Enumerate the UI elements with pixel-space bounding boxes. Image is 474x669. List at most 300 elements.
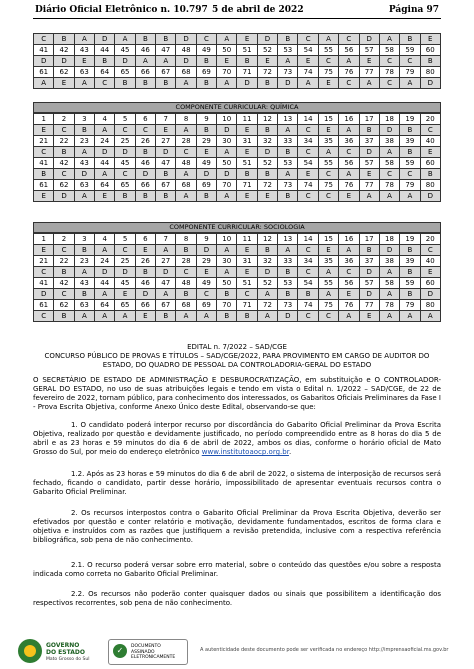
- table-cell: D: [257, 34, 277, 45]
- table-cell: 34: [298, 256, 318, 267]
- table-row: [34, 114, 441, 125]
- table-cell: 75: [318, 300, 338, 311]
- table-cell: 15: [318, 114, 338, 125]
- table-cell: 27: [156, 256, 176, 267]
- table-cell: C: [115, 169, 135, 180]
- table-row: [34, 300, 441, 311]
- table-cell: 42: [54, 278, 74, 289]
- table-cell: 58: [379, 158, 399, 169]
- table-cell: 70: [217, 300, 237, 311]
- table-cell: 45: [115, 158, 135, 169]
- table-cell: B: [115, 78, 135, 89]
- table-cell: A: [420, 311, 440, 322]
- table-cell: C: [379, 169, 399, 180]
- table-cell: 78: [379, 300, 399, 311]
- table-cell: 1: [34, 114, 54, 125]
- table-cell: E: [156, 125, 176, 136]
- table-cell: 21: [34, 136, 54, 147]
- table-cell: A: [95, 125, 115, 136]
- table-row: [34, 234, 441, 245]
- table-row: [34, 158, 441, 169]
- table-cell: C: [400, 169, 420, 180]
- table-cell: 23: [74, 256, 94, 267]
- table-cell: 34: [298, 136, 318, 147]
- table-cell: B: [278, 34, 298, 45]
- table-cell: 68: [176, 67, 196, 78]
- table-cell: D: [237, 78, 257, 89]
- table-cell: A: [318, 34, 338, 45]
- table-cell: A: [278, 56, 298, 67]
- journal-edition: Diário Oficial Eletrônico n. 10.797: [35, 5, 208, 15]
- table-cell: B: [400, 289, 420, 300]
- table-cell: 77: [359, 67, 379, 78]
- section-title-sociologia: COMPONENTE CURRICULAR: SOCIOLOGIA: [33, 222, 441, 233]
- edital-intro: O SECRETÁRIO DE ESTADO DE ADMINISTRAÇÃO E DESBUROCRATIZAÇÃO, em substituição e O CONTROLADOR-GERAL DO ESTADO, no uso de suas atribuições legais e tendo em vista o Edital n. 1/2022 – SAD/CGE, de 22 de fevereiro de 2022, tornam público, para conhecimento dos interessados, os Gabaritos Oficiais Preliminares da Fase I - Prova Escrita Objetiva, conforme Anexo Único deste Edital, observando-se que:: [33, 376, 441, 411]
- table-cell: B: [196, 125, 216, 136]
- table-cell: 32: [257, 256, 277, 267]
- table-cell: 55: [318, 278, 338, 289]
- table-cell: 40: [420, 256, 440, 267]
- state-coat-of-arms-icon: [18, 639, 42, 663]
- table-cell: 55: [318, 158, 338, 169]
- table-cell: E: [318, 245, 338, 256]
- table-cell: A: [156, 289, 176, 300]
- table-cell: 65: [115, 180, 135, 191]
- table-cell: 4: [95, 234, 115, 245]
- table-cell: 68: [176, 300, 196, 311]
- table-row: [34, 311, 441, 322]
- table-cell: 56: [339, 45, 359, 56]
- table-cell: A: [176, 191, 196, 202]
- table-cell: 29: [196, 136, 216, 147]
- table-cell: 25: [115, 136, 135, 147]
- table-cell: 29: [196, 256, 216, 267]
- table-cell: 18: [379, 114, 399, 125]
- table-cell: 68: [176, 180, 196, 191]
- table-cell: E: [54, 78, 74, 89]
- table-cell: 2: [54, 234, 74, 245]
- table-cell: 12: [257, 114, 277, 125]
- table-cell: 48: [176, 278, 196, 289]
- table-cell: 48: [176, 45, 196, 56]
- table-cell: 71: [237, 300, 257, 311]
- table-cell: 53: [278, 158, 298, 169]
- table-cell: B: [196, 191, 216, 202]
- table-cell: E: [298, 169, 318, 180]
- table-cell: 16: [339, 114, 359, 125]
- table-cell: 8: [176, 114, 196, 125]
- table-row: [34, 56, 441, 67]
- table-cell: B: [54, 267, 74, 278]
- table-cell: E: [135, 311, 155, 322]
- table-cell: D: [257, 267, 277, 278]
- table-cell: D: [196, 169, 216, 180]
- table-cell: C: [237, 289, 257, 300]
- table-cell: B: [257, 125, 277, 136]
- table-cell: B: [298, 289, 318, 300]
- table-cell: B: [156, 78, 176, 89]
- table-cell: D: [257, 147, 277, 158]
- gov-line-2: DO ESTADO: [46, 649, 85, 656]
- table-cell: A: [339, 125, 359, 136]
- table-cell: 38: [379, 256, 399, 267]
- table-cell: A: [135, 56, 155, 67]
- table-cell: A: [339, 311, 359, 322]
- table-cell: E: [359, 169, 379, 180]
- table-cell: C: [420, 245, 440, 256]
- table-cell: 57: [359, 158, 379, 169]
- table-cell: 47: [156, 45, 176, 56]
- table-cell: 72: [257, 67, 277, 78]
- table-cell: B: [359, 245, 379, 256]
- table-cell: B: [278, 191, 298, 202]
- table-cell: A: [278, 245, 298, 256]
- table-cell: 9: [196, 234, 216, 245]
- table-cell: E: [237, 245, 257, 256]
- table-cell: 71: [237, 67, 257, 78]
- table-cell: B: [217, 289, 237, 300]
- table-cell: 74: [298, 180, 318, 191]
- table-cell: C: [115, 125, 135, 136]
- table-cell: 38: [379, 136, 399, 147]
- table-cell: A: [257, 289, 277, 300]
- table-cell: A: [359, 191, 379, 202]
- table-cell: 12: [257, 234, 277, 245]
- table-row: [34, 147, 441, 158]
- table-row: [34, 136, 441, 147]
- table-cell: 49: [196, 158, 216, 169]
- table-cell: 76: [339, 67, 359, 78]
- table-cell: 60: [420, 278, 440, 289]
- table-cell: E: [237, 267, 257, 278]
- table-cell: B: [400, 147, 420, 158]
- table-cell: C: [318, 169, 338, 180]
- table-cell: 78: [379, 180, 399, 191]
- table-row: [34, 67, 441, 78]
- table-cell: 51: [237, 278, 257, 289]
- table-cell: 80: [420, 180, 440, 191]
- table-cell: 77: [359, 180, 379, 191]
- table-cell: 50: [217, 278, 237, 289]
- table-cell: B: [54, 311, 74, 322]
- table-cell: D: [74, 169, 94, 180]
- table-cell: C: [95, 78, 115, 89]
- table-cell: C: [379, 78, 399, 89]
- table-cell: E: [318, 125, 338, 136]
- item-2-2: 2.2. Os recursos não poderão conter quaisquer dados ou sinais que possibilitem a identificação dos respectivos recorrentes, sob pena de não conhecimento.: [33, 590, 441, 607]
- table-cell: 44: [95, 278, 115, 289]
- table-cell: E: [339, 289, 359, 300]
- table-cell: C: [298, 125, 318, 136]
- table-cell: 41: [34, 45, 54, 56]
- table-cell: C: [339, 147, 359, 158]
- item-1-end: .: [288, 448, 292, 456]
- table-cell: C: [298, 245, 318, 256]
- table-cell: A: [379, 191, 399, 202]
- table-cell: E: [95, 191, 115, 202]
- table-cell: E: [237, 34, 257, 45]
- authenticity-note: A autenticidade deste documento pode ser verificada no endereço http://imprensaoficial.ms.gov.br: [200, 647, 449, 653]
- table-cell: 80: [420, 67, 440, 78]
- item-1: [33, 421, 441, 457]
- table-cell: 44: [95, 158, 115, 169]
- table-cell: 73: [278, 67, 298, 78]
- table-cell: 24: [95, 136, 115, 147]
- table-cell: 51: [237, 158, 257, 169]
- table-cell: C: [34, 267, 54, 278]
- table-cell: D: [34, 56, 54, 67]
- table-cell: 43: [74, 158, 94, 169]
- table-cell: C: [318, 56, 338, 67]
- table-cell: 63: [74, 180, 94, 191]
- item-2-1: 2.1. O recurso poderá versar sobre erro material, sobre o conteúdo das questões e/ou sobre a resposta indicada como correta no Gabarito Oficial Preliminar.: [33, 561, 441, 578]
- table-cell: 37: [359, 136, 379, 147]
- table-cell: 22: [54, 136, 74, 147]
- table-row: [34, 45, 441, 56]
- table-cell: E: [135, 245, 155, 256]
- table-cell: A: [95, 311, 115, 322]
- table-cell: D: [95, 267, 115, 278]
- table-cell: B: [400, 34, 420, 45]
- table-cell: D: [379, 245, 399, 256]
- table-cell: 49: [196, 278, 216, 289]
- table-cell: B: [257, 245, 277, 256]
- table-cell: 75: [318, 180, 338, 191]
- table-cell: 44: [95, 45, 115, 56]
- table-cell: D: [359, 289, 379, 300]
- table-cell: D: [217, 169, 237, 180]
- table-cell: 14: [298, 234, 318, 245]
- table-cell: B: [196, 56, 216, 67]
- table-cell: 70: [217, 180, 237, 191]
- table-cell: D: [176, 56, 196, 67]
- table-cell: B: [420, 56, 440, 67]
- table-cell: 50: [217, 158, 237, 169]
- table-cell: 64: [95, 180, 115, 191]
- table-cell: 56: [339, 158, 359, 169]
- edital-title: EDITAL n. 7/2022 – SAD/CGE: [187, 343, 287, 351]
- table-cell: 3: [74, 234, 94, 245]
- table-cell: E: [257, 191, 277, 202]
- table-row: [34, 256, 441, 267]
- table-cell: B: [400, 245, 420, 256]
- table-cell: 17: [359, 114, 379, 125]
- table-cell: 8: [176, 234, 196, 245]
- table-cell: A: [400, 78, 420, 89]
- table-cell: E: [237, 147, 257, 158]
- table-cell: A: [339, 245, 359, 256]
- table-cell: B: [135, 78, 155, 89]
- table-cell: A: [217, 245, 237, 256]
- table-cell: 45: [115, 278, 135, 289]
- table-cell: 25: [115, 256, 135, 267]
- table-cell: D: [420, 289, 440, 300]
- table-cell: 54: [298, 45, 318, 56]
- table-cell: 30: [217, 256, 237, 267]
- table-cell: D: [359, 267, 379, 278]
- table-cell: B: [237, 56, 257, 67]
- table-cell: 66: [135, 300, 155, 311]
- answer-table-sociologia: [33, 233, 441, 322]
- table-cell: A: [217, 78, 237, 89]
- table-cell: E: [359, 56, 379, 67]
- table-cell: D: [359, 34, 379, 45]
- table-cell: 7: [156, 234, 176, 245]
- table-cell: 28: [176, 136, 196, 147]
- table-cell: D: [278, 78, 298, 89]
- table-cell: C: [196, 34, 216, 45]
- table-cell: 41: [34, 278, 54, 289]
- table-cell: B: [176, 289, 196, 300]
- table-cell: 59: [400, 278, 420, 289]
- table-cell: 26: [135, 136, 155, 147]
- table-cell: 17: [359, 234, 379, 245]
- table-cell: 10: [217, 114, 237, 125]
- table-cell: 78: [379, 67, 399, 78]
- table-cell: 36: [339, 256, 359, 267]
- table-cell: C: [54, 169, 74, 180]
- badge-line-3: ELETRONICAMENTE: [131, 655, 176, 660]
- table-cell: B: [34, 169, 54, 180]
- table-cell: 74: [298, 300, 318, 311]
- table-cell: A: [176, 311, 196, 322]
- table-cell: 73: [278, 180, 298, 191]
- table-cell: A: [34, 78, 54, 89]
- table-cell: D: [217, 125, 237, 136]
- table-cell: 58: [379, 45, 399, 56]
- header-divider: [33, 18, 441, 19]
- signed-document-badge: [108, 639, 188, 665]
- table-cell: A: [379, 267, 399, 278]
- table-cell: C: [54, 125, 74, 136]
- table-cell: C: [176, 147, 196, 158]
- table-cell: A: [359, 78, 379, 89]
- table-cell: A: [217, 191, 237, 202]
- table-cell: 67: [156, 67, 176, 78]
- answer-table-quimica: [33, 113, 441, 202]
- table-cell: A: [74, 147, 94, 158]
- table-cell: C: [318, 191, 338, 202]
- table-cell: A: [156, 245, 176, 256]
- instituto-link[interactable]: www.institutoaocp.org.br: [201, 448, 289, 456]
- table-cell: D: [34, 289, 54, 300]
- table-cell: B: [74, 245, 94, 256]
- table-cell: 63: [74, 67, 94, 78]
- edital-subtitle: CONCURSO PÚBLICO DE PROVAS E TÍTULOS – SAD/CGE/2022, PARA PROVIMENTO EM CARGO DE AUDITOR DO ESTADO, DO QUADRO DE PESSOAL DA CONTROLADORIA-GERAL DO ESTADO: [44, 352, 430, 369]
- table-cell: 43: [74, 45, 94, 56]
- table-row: [34, 125, 441, 136]
- table-cell: 70: [217, 67, 237, 78]
- table-cell: A: [379, 34, 399, 45]
- table-cell: B: [237, 311, 257, 322]
- table-cell: C: [318, 311, 338, 322]
- table-cell: B: [257, 78, 277, 89]
- table-cell: 24: [95, 256, 115, 267]
- table-cell: 62: [54, 300, 74, 311]
- table-row: [34, 278, 441, 289]
- table-cell: A: [74, 34, 94, 45]
- table-cell: 79: [400, 67, 420, 78]
- table-row: [34, 267, 441, 278]
- table-cell: A: [95, 289, 115, 300]
- table-cell: B: [54, 147, 74, 158]
- table-cell: E: [237, 191, 257, 202]
- table-cell: 69: [196, 180, 216, 191]
- table-cell: D: [278, 311, 298, 322]
- table-cell: 9: [196, 114, 216, 125]
- table-cell: 35: [318, 136, 338, 147]
- table-cell: 51: [237, 45, 257, 56]
- table-cell: C: [54, 289, 74, 300]
- table-cell: 11: [237, 234, 257, 245]
- table-cell: D: [156, 267, 176, 278]
- table-cell: 59: [400, 158, 420, 169]
- table-cell: E: [34, 125, 54, 136]
- table-cell: 67: [156, 300, 176, 311]
- table-cell: 62: [54, 180, 74, 191]
- table-cell: E: [74, 56, 94, 67]
- badge-line-2: ASSINADO: [131, 649, 155, 655]
- table-cell: 57: [359, 45, 379, 56]
- table-cell: B: [135, 191, 155, 202]
- table-cell: D: [156, 147, 176, 158]
- table-cell: E: [420, 267, 440, 278]
- table-cell: A: [156, 56, 176, 67]
- table-cell: 76: [339, 180, 359, 191]
- table-cell: C: [115, 245, 135, 256]
- table-row: [34, 34, 441, 45]
- table-cell: 66: [135, 67, 155, 78]
- table-cell: 27: [156, 136, 176, 147]
- table-cell: B: [135, 147, 155, 158]
- table-cell: 36: [339, 136, 359, 147]
- table-cell: A: [95, 245, 115, 256]
- table-cell: 11: [237, 114, 257, 125]
- table-cell: 79: [400, 180, 420, 191]
- table-cell: A: [257, 311, 277, 322]
- table-cell: 54: [298, 158, 318, 169]
- table-cell: C: [54, 245, 74, 256]
- table-row: [34, 191, 441, 202]
- table-cell: 65: [115, 67, 135, 78]
- table-cell: B: [278, 289, 298, 300]
- table-cell: A: [176, 169, 196, 180]
- table-cell: 53: [278, 45, 298, 56]
- table-cell: 52: [257, 158, 277, 169]
- table-cell: B: [115, 191, 135, 202]
- page-footer: [0, 635, 474, 669]
- table-cell: 60: [420, 158, 440, 169]
- table-cell: C: [339, 34, 359, 45]
- table-cell: C: [34, 311, 54, 322]
- table-cell: E: [196, 147, 216, 158]
- table-cell: 18: [379, 234, 399, 245]
- table-cell: D: [54, 191, 74, 202]
- answer-table-previous: [33, 33, 441, 89]
- table-cell: A: [298, 78, 318, 89]
- section-title-quimica: COMPONENTE CURRICULAR: QUÍMICA: [33, 102, 441, 113]
- table-cell: 33: [278, 136, 298, 147]
- table-cell: E: [420, 147, 440, 158]
- table-cell: C: [379, 56, 399, 67]
- table-cell: A: [278, 169, 298, 180]
- table-cell: 75: [318, 67, 338, 78]
- table-cell: 13: [278, 114, 298, 125]
- table-cell: A: [217, 267, 237, 278]
- table-cell: 30: [217, 136, 237, 147]
- table-cell: B: [156, 311, 176, 322]
- table-cell: 20: [420, 234, 440, 245]
